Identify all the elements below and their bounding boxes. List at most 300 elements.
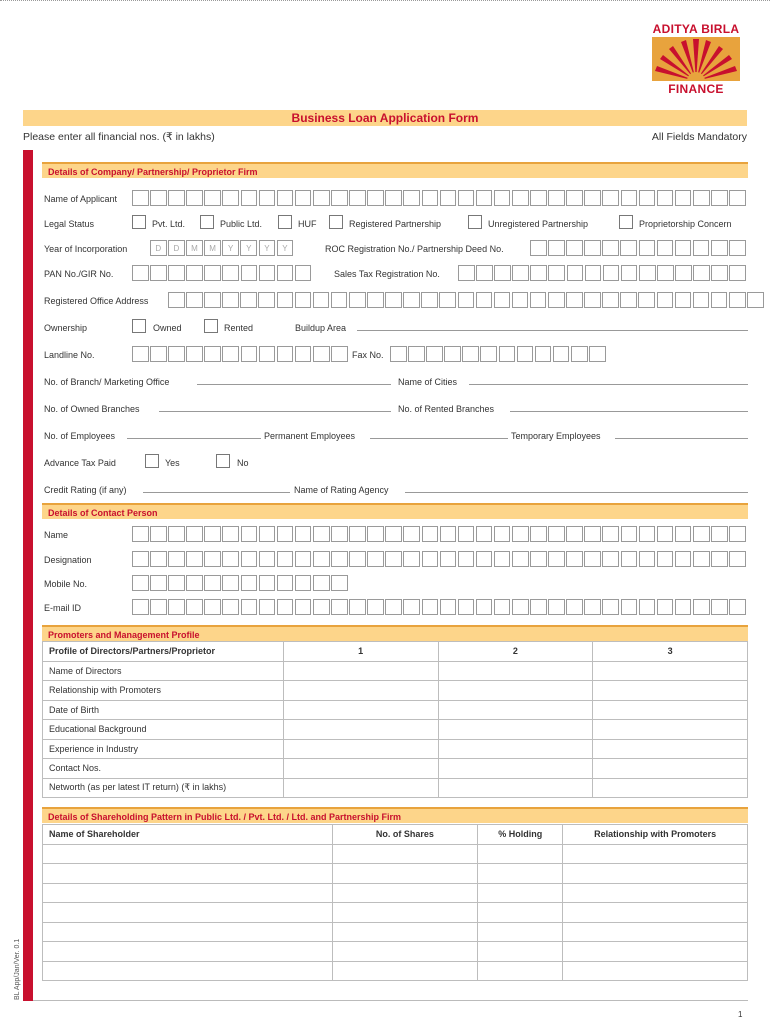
char-box[interactable] <box>222 292 239 308</box>
char-box[interactable] <box>150 190 167 206</box>
char-box[interactable] <box>675 190 692 206</box>
char-box[interactable] <box>553 346 570 362</box>
char-box[interactable] <box>241 346 258 362</box>
char-box[interactable]: D <box>150 240 167 256</box>
char-box[interactable] <box>426 346 443 362</box>
char-box[interactable] <box>584 292 601 308</box>
char-box[interactable] <box>639 551 656 567</box>
char-box[interactable] <box>168 526 185 542</box>
char-box[interactable] <box>390 346 407 362</box>
char-box[interactable] <box>313 599 330 615</box>
table-cell[interactable] <box>332 883 478 903</box>
credit-rating-input[interactable] <box>143 492 290 493</box>
registered-office-input[interactable] <box>168 292 765 308</box>
char-box[interactable]: Y <box>277 240 294 256</box>
char-box[interactable] <box>566 526 583 542</box>
char-box[interactable] <box>259 551 276 567</box>
char-box[interactable] <box>458 190 475 206</box>
char-box[interactable] <box>602 292 619 308</box>
char-box[interactable] <box>186 575 203 591</box>
char-box[interactable] <box>571 346 588 362</box>
char-box[interactable] <box>512 265 529 281</box>
char-box[interactable] <box>693 599 710 615</box>
char-box[interactable] <box>313 346 330 362</box>
char-box[interactable] <box>512 526 529 542</box>
char-box[interactable] <box>313 190 330 206</box>
char-box[interactable] <box>295 575 312 591</box>
checkbox-pvt-ltd[interactable] <box>132 215 146 229</box>
char-box[interactable] <box>222 599 239 615</box>
char-box[interactable] <box>132 575 149 591</box>
char-box[interactable] <box>367 551 384 567</box>
table-cell[interactable] <box>593 720 748 740</box>
char-box[interactable] <box>693 190 710 206</box>
char-box[interactable] <box>421 292 438 308</box>
char-box[interactable] <box>476 265 493 281</box>
char-box[interactable] <box>150 599 167 615</box>
landline-input[interactable] <box>132 346 349 362</box>
char-box[interactable] <box>132 599 149 615</box>
char-box[interactable] <box>494 292 511 308</box>
char-box[interactable] <box>584 599 601 615</box>
char-box[interactable] <box>621 551 638 567</box>
char-box[interactable] <box>367 526 384 542</box>
char-box[interactable] <box>240 292 257 308</box>
char-box[interactable] <box>150 346 167 362</box>
char-box[interactable] <box>548 240 565 256</box>
char-box[interactable] <box>422 599 439 615</box>
char-box[interactable] <box>259 526 276 542</box>
char-box[interactable] <box>476 526 493 542</box>
char-box[interactable] <box>530 265 547 281</box>
char-box[interactable] <box>693 292 710 308</box>
table-cell[interactable] <box>563 961 748 981</box>
char-box[interactable] <box>602 551 619 567</box>
table-cell[interactable] <box>593 661 748 681</box>
char-box[interactable] <box>589 346 606 362</box>
char-box[interactable] <box>186 190 203 206</box>
char-box[interactable] <box>711 599 728 615</box>
char-box[interactable] <box>349 292 366 308</box>
char-box[interactable] <box>566 292 583 308</box>
branches-input[interactable] <box>197 384 391 385</box>
char-box[interactable] <box>258 292 275 308</box>
char-box[interactable] <box>711 526 728 542</box>
char-box[interactable] <box>422 526 439 542</box>
char-box[interactable] <box>295 346 312 362</box>
char-box[interactable] <box>639 190 656 206</box>
char-box[interactable] <box>222 190 239 206</box>
char-box[interactable] <box>259 346 276 362</box>
char-box[interactable] <box>259 190 276 206</box>
char-box[interactable] <box>132 190 149 206</box>
table-cell[interactable] <box>478 922 563 942</box>
char-box[interactable] <box>548 265 565 281</box>
char-box[interactable] <box>331 292 348 308</box>
table-cell[interactable] <box>563 844 748 864</box>
char-box[interactable] <box>150 551 167 567</box>
table-cell[interactable] <box>43 844 333 864</box>
char-box[interactable] <box>548 551 565 567</box>
char-box[interactable] <box>331 551 348 567</box>
char-box[interactable] <box>638 292 655 308</box>
char-box[interactable] <box>729 240 746 256</box>
char-box[interactable] <box>462 346 479 362</box>
char-box[interactable] <box>729 190 746 206</box>
char-box[interactable] <box>444 346 461 362</box>
table-cell[interactable] <box>593 739 748 759</box>
char-box[interactable] <box>621 190 638 206</box>
char-box[interactable] <box>367 292 384 308</box>
char-box[interactable] <box>295 292 312 308</box>
char-box[interactable] <box>621 599 638 615</box>
checkbox-advance-tax-no[interactable] <box>216 454 230 468</box>
table-cell[interactable] <box>438 700 593 720</box>
table-cell[interactable] <box>593 700 748 720</box>
char-box[interactable] <box>584 190 601 206</box>
fax-input[interactable] <box>390 346 607 362</box>
char-box[interactable] <box>132 551 149 567</box>
char-box[interactable] <box>584 240 601 256</box>
table-cell[interactable] <box>332 903 478 923</box>
char-box[interactable] <box>657 265 674 281</box>
char-box[interactable] <box>313 526 330 542</box>
checkbox-advance-tax-yes[interactable] <box>145 454 159 468</box>
table-cell[interactable] <box>478 883 563 903</box>
char-box[interactable] <box>259 265 276 281</box>
contact-name-input[interactable] <box>132 526 747 542</box>
char-box[interactable] <box>277 526 294 542</box>
char-box[interactable] <box>657 599 674 615</box>
char-box[interactable]: Y <box>259 240 276 256</box>
char-box[interactable] <box>150 526 167 542</box>
char-box[interactable] <box>277 551 294 567</box>
char-box[interactable] <box>440 551 457 567</box>
char-box[interactable] <box>530 599 547 615</box>
char-box[interactable] <box>403 190 420 206</box>
char-box[interactable] <box>711 265 728 281</box>
table-cell[interactable] <box>593 681 748 701</box>
char-box[interactable] <box>530 551 547 567</box>
char-box[interactable] <box>675 599 692 615</box>
table-cell[interactable] <box>283 739 438 759</box>
char-box[interactable] <box>494 599 511 615</box>
table-cell[interactable] <box>332 844 478 864</box>
char-box[interactable] <box>693 240 710 256</box>
char-box[interactable] <box>422 551 439 567</box>
sales-tax-input[interactable] <box>458 265 748 281</box>
char-box[interactable] <box>512 551 529 567</box>
char-box[interactable] <box>530 190 547 206</box>
temporary-employees-input[interactable] <box>615 438 748 439</box>
char-box[interactable] <box>204 265 221 281</box>
char-box[interactable] <box>168 575 185 591</box>
char-box[interactable] <box>548 599 565 615</box>
table-cell[interactable] <box>593 778 748 798</box>
char-box[interactable] <box>385 190 402 206</box>
table-cell[interactable] <box>478 903 563 923</box>
table-cell[interactable] <box>43 864 333 884</box>
table-cell[interactable] <box>43 942 333 962</box>
char-box[interactable] <box>277 292 294 308</box>
roc-registration-input[interactable] <box>530 240 747 256</box>
char-box[interactable] <box>548 292 565 308</box>
char-box[interactable] <box>729 265 746 281</box>
char-box[interactable] <box>186 551 203 567</box>
rented-branches-input[interactable] <box>510 411 748 412</box>
char-box[interactable] <box>548 526 565 542</box>
char-box[interactable] <box>530 526 547 542</box>
char-box[interactable] <box>512 599 529 615</box>
char-box[interactable] <box>204 346 221 362</box>
checkbox-huf[interactable] <box>278 215 292 229</box>
char-box[interactable] <box>747 292 764 308</box>
char-box[interactable] <box>150 575 167 591</box>
char-box[interactable] <box>620 240 637 256</box>
cities-input[interactable] <box>469 384 748 385</box>
char-box[interactable] <box>331 346 348 362</box>
char-box[interactable] <box>331 190 348 206</box>
char-box[interactable] <box>241 265 258 281</box>
char-box[interactable] <box>403 526 420 542</box>
char-box[interactable] <box>639 265 656 281</box>
char-box[interactable] <box>241 526 258 542</box>
char-box[interactable] <box>186 599 203 615</box>
char-box[interactable] <box>295 551 312 567</box>
checkbox-owned[interactable] <box>132 319 146 333</box>
char-box[interactable] <box>693 265 710 281</box>
char-box[interactable] <box>313 551 330 567</box>
rating-agency-input[interactable] <box>405 492 748 493</box>
char-box[interactable] <box>535 346 552 362</box>
char-box[interactable] <box>657 240 674 256</box>
char-box[interactable] <box>313 292 330 308</box>
char-box[interactable] <box>295 265 312 281</box>
char-box[interactable] <box>567 265 584 281</box>
char-box[interactable] <box>277 575 294 591</box>
char-box[interactable]: M <box>204 240 221 256</box>
table-cell[interactable] <box>478 942 563 962</box>
char-box[interactable] <box>729 599 746 615</box>
char-box[interactable]: M <box>186 240 203 256</box>
char-box[interactable] <box>331 599 348 615</box>
char-box[interactable] <box>476 551 493 567</box>
char-box[interactable] <box>657 190 674 206</box>
table-cell[interactable] <box>563 942 748 962</box>
designation-input[interactable] <box>132 551 747 567</box>
char-box[interactable]: Y <box>222 240 239 256</box>
char-box[interactable] <box>385 526 402 542</box>
checkbox-rented[interactable] <box>204 319 218 333</box>
table-cell[interactable] <box>283 720 438 740</box>
char-box[interactable] <box>241 575 258 591</box>
char-box[interactable] <box>186 265 203 281</box>
char-box[interactable] <box>530 240 547 256</box>
table-cell[interactable] <box>43 922 333 942</box>
char-box[interactable] <box>675 292 692 308</box>
table-cell[interactable] <box>563 903 748 923</box>
char-box[interactable] <box>277 346 294 362</box>
name-of-applicant-input[interactable] <box>132 190 747 206</box>
email-input[interactable] <box>132 599 747 615</box>
checkbox-proprietorship-concern[interactable] <box>619 215 633 229</box>
checkbox-unregistered-partnership[interactable] <box>468 215 482 229</box>
char-box[interactable] <box>476 599 493 615</box>
char-box[interactable] <box>222 575 239 591</box>
char-box[interactable] <box>349 190 366 206</box>
pan-input[interactable] <box>132 265 313 281</box>
table-cell[interactable] <box>283 661 438 681</box>
char-box[interactable] <box>313 575 330 591</box>
char-box[interactable] <box>186 346 203 362</box>
char-box[interactable] <box>422 190 439 206</box>
char-box[interactable] <box>440 599 457 615</box>
table-cell[interactable] <box>283 759 438 779</box>
table-cell[interactable] <box>283 778 438 798</box>
table-cell[interactable] <box>563 864 748 884</box>
char-box[interactable] <box>711 551 728 567</box>
char-box[interactable] <box>168 346 185 362</box>
owned-branches-input[interactable] <box>159 411 391 412</box>
table-cell[interactable] <box>438 720 593 740</box>
char-box[interactable] <box>639 240 656 256</box>
char-box[interactable] <box>458 551 475 567</box>
char-box[interactable] <box>729 551 746 567</box>
char-box[interactable] <box>585 265 602 281</box>
char-box[interactable] <box>204 292 221 308</box>
char-box[interactable] <box>476 292 493 308</box>
char-box[interactable]: Y <box>240 240 257 256</box>
char-box[interactable] <box>602 526 619 542</box>
char-box[interactable] <box>639 526 656 542</box>
char-box[interactable] <box>385 292 402 308</box>
char-box[interactable] <box>132 526 149 542</box>
char-box[interactable] <box>530 292 547 308</box>
char-box[interactable] <box>566 551 583 567</box>
char-box[interactable] <box>349 599 366 615</box>
table-cell[interactable] <box>283 681 438 701</box>
checkbox-public-ltd[interactable] <box>200 215 214 229</box>
char-box[interactable] <box>295 599 312 615</box>
char-box[interactable] <box>259 599 276 615</box>
char-box[interactable] <box>657 526 674 542</box>
char-box[interactable] <box>331 575 348 591</box>
buildup-area-input[interactable] <box>357 330 748 331</box>
char-box[interactable] <box>458 599 475 615</box>
char-box[interactable] <box>186 526 203 542</box>
char-box[interactable] <box>517 346 534 362</box>
year-of-incorporation-input[interactable] <box>150 240 295 256</box>
table-cell[interactable] <box>332 922 478 942</box>
table-cell[interactable] <box>563 922 748 942</box>
char-box[interactable] <box>729 292 746 308</box>
char-box[interactable] <box>168 265 185 281</box>
char-box[interactable] <box>222 265 239 281</box>
table-cell[interactable] <box>43 883 333 903</box>
char-box[interactable] <box>331 526 348 542</box>
char-box[interactable] <box>602 240 619 256</box>
char-box[interactable] <box>277 265 294 281</box>
char-box[interactable] <box>349 551 366 567</box>
char-box[interactable] <box>222 526 239 542</box>
char-box[interactable] <box>548 190 565 206</box>
char-box[interactable] <box>494 190 511 206</box>
char-box[interactable] <box>693 551 710 567</box>
char-box[interactable] <box>675 265 692 281</box>
employees-input[interactable] <box>127 438 261 439</box>
char-box[interactable] <box>458 265 475 281</box>
table-cell[interactable] <box>43 961 333 981</box>
char-box[interactable] <box>403 599 420 615</box>
table-cell[interactable] <box>438 661 593 681</box>
char-box[interactable] <box>494 265 511 281</box>
table-cell[interactable] <box>478 961 563 981</box>
char-box[interactable] <box>367 599 384 615</box>
char-box[interactable] <box>150 265 167 281</box>
char-box[interactable] <box>222 346 239 362</box>
table-cell[interactable] <box>438 778 593 798</box>
permanent-employees-input[interactable] <box>370 438 508 439</box>
mobile-input[interactable] <box>132 575 349 591</box>
char-box[interactable] <box>241 599 258 615</box>
char-box[interactable] <box>132 265 149 281</box>
char-box[interactable] <box>349 526 366 542</box>
char-box[interactable] <box>259 575 276 591</box>
char-box[interactable] <box>204 551 221 567</box>
char-box[interactable] <box>602 190 619 206</box>
char-box[interactable] <box>168 190 185 206</box>
char-box[interactable] <box>584 526 601 542</box>
char-box[interactable] <box>222 551 239 567</box>
char-box[interactable] <box>620 292 637 308</box>
char-box[interactable] <box>385 599 402 615</box>
char-box[interactable] <box>440 190 457 206</box>
char-box[interactable] <box>711 292 728 308</box>
char-box[interactable] <box>204 599 221 615</box>
char-box[interactable] <box>168 551 185 567</box>
char-box[interactable] <box>499 346 516 362</box>
char-box[interactable] <box>480 346 497 362</box>
char-box[interactable] <box>621 265 638 281</box>
char-box[interactable] <box>132 346 149 362</box>
char-box[interactable] <box>584 551 601 567</box>
char-box[interactable] <box>512 292 529 308</box>
char-box[interactable] <box>277 599 294 615</box>
char-box[interactable] <box>295 526 312 542</box>
char-box[interactable] <box>675 526 692 542</box>
char-box[interactable] <box>729 526 746 542</box>
char-box[interactable] <box>408 346 425 362</box>
table-cell[interactable] <box>438 681 593 701</box>
char-box[interactable] <box>693 526 710 542</box>
table-cell[interactable] <box>478 864 563 884</box>
char-box[interactable] <box>711 240 728 256</box>
char-box[interactable] <box>566 240 583 256</box>
char-box[interactable] <box>476 190 493 206</box>
char-box[interactable] <box>168 292 185 308</box>
char-box[interactable] <box>439 292 456 308</box>
char-box[interactable] <box>639 599 656 615</box>
table-cell[interactable] <box>438 739 593 759</box>
table-cell[interactable] <box>43 903 333 923</box>
char-box[interactable] <box>295 190 312 206</box>
char-box[interactable] <box>603 265 620 281</box>
char-box[interactable] <box>168 599 185 615</box>
char-box[interactable] <box>204 526 221 542</box>
char-box[interactable] <box>385 551 402 567</box>
table-cell[interactable] <box>478 844 563 864</box>
char-box[interactable] <box>403 551 420 567</box>
